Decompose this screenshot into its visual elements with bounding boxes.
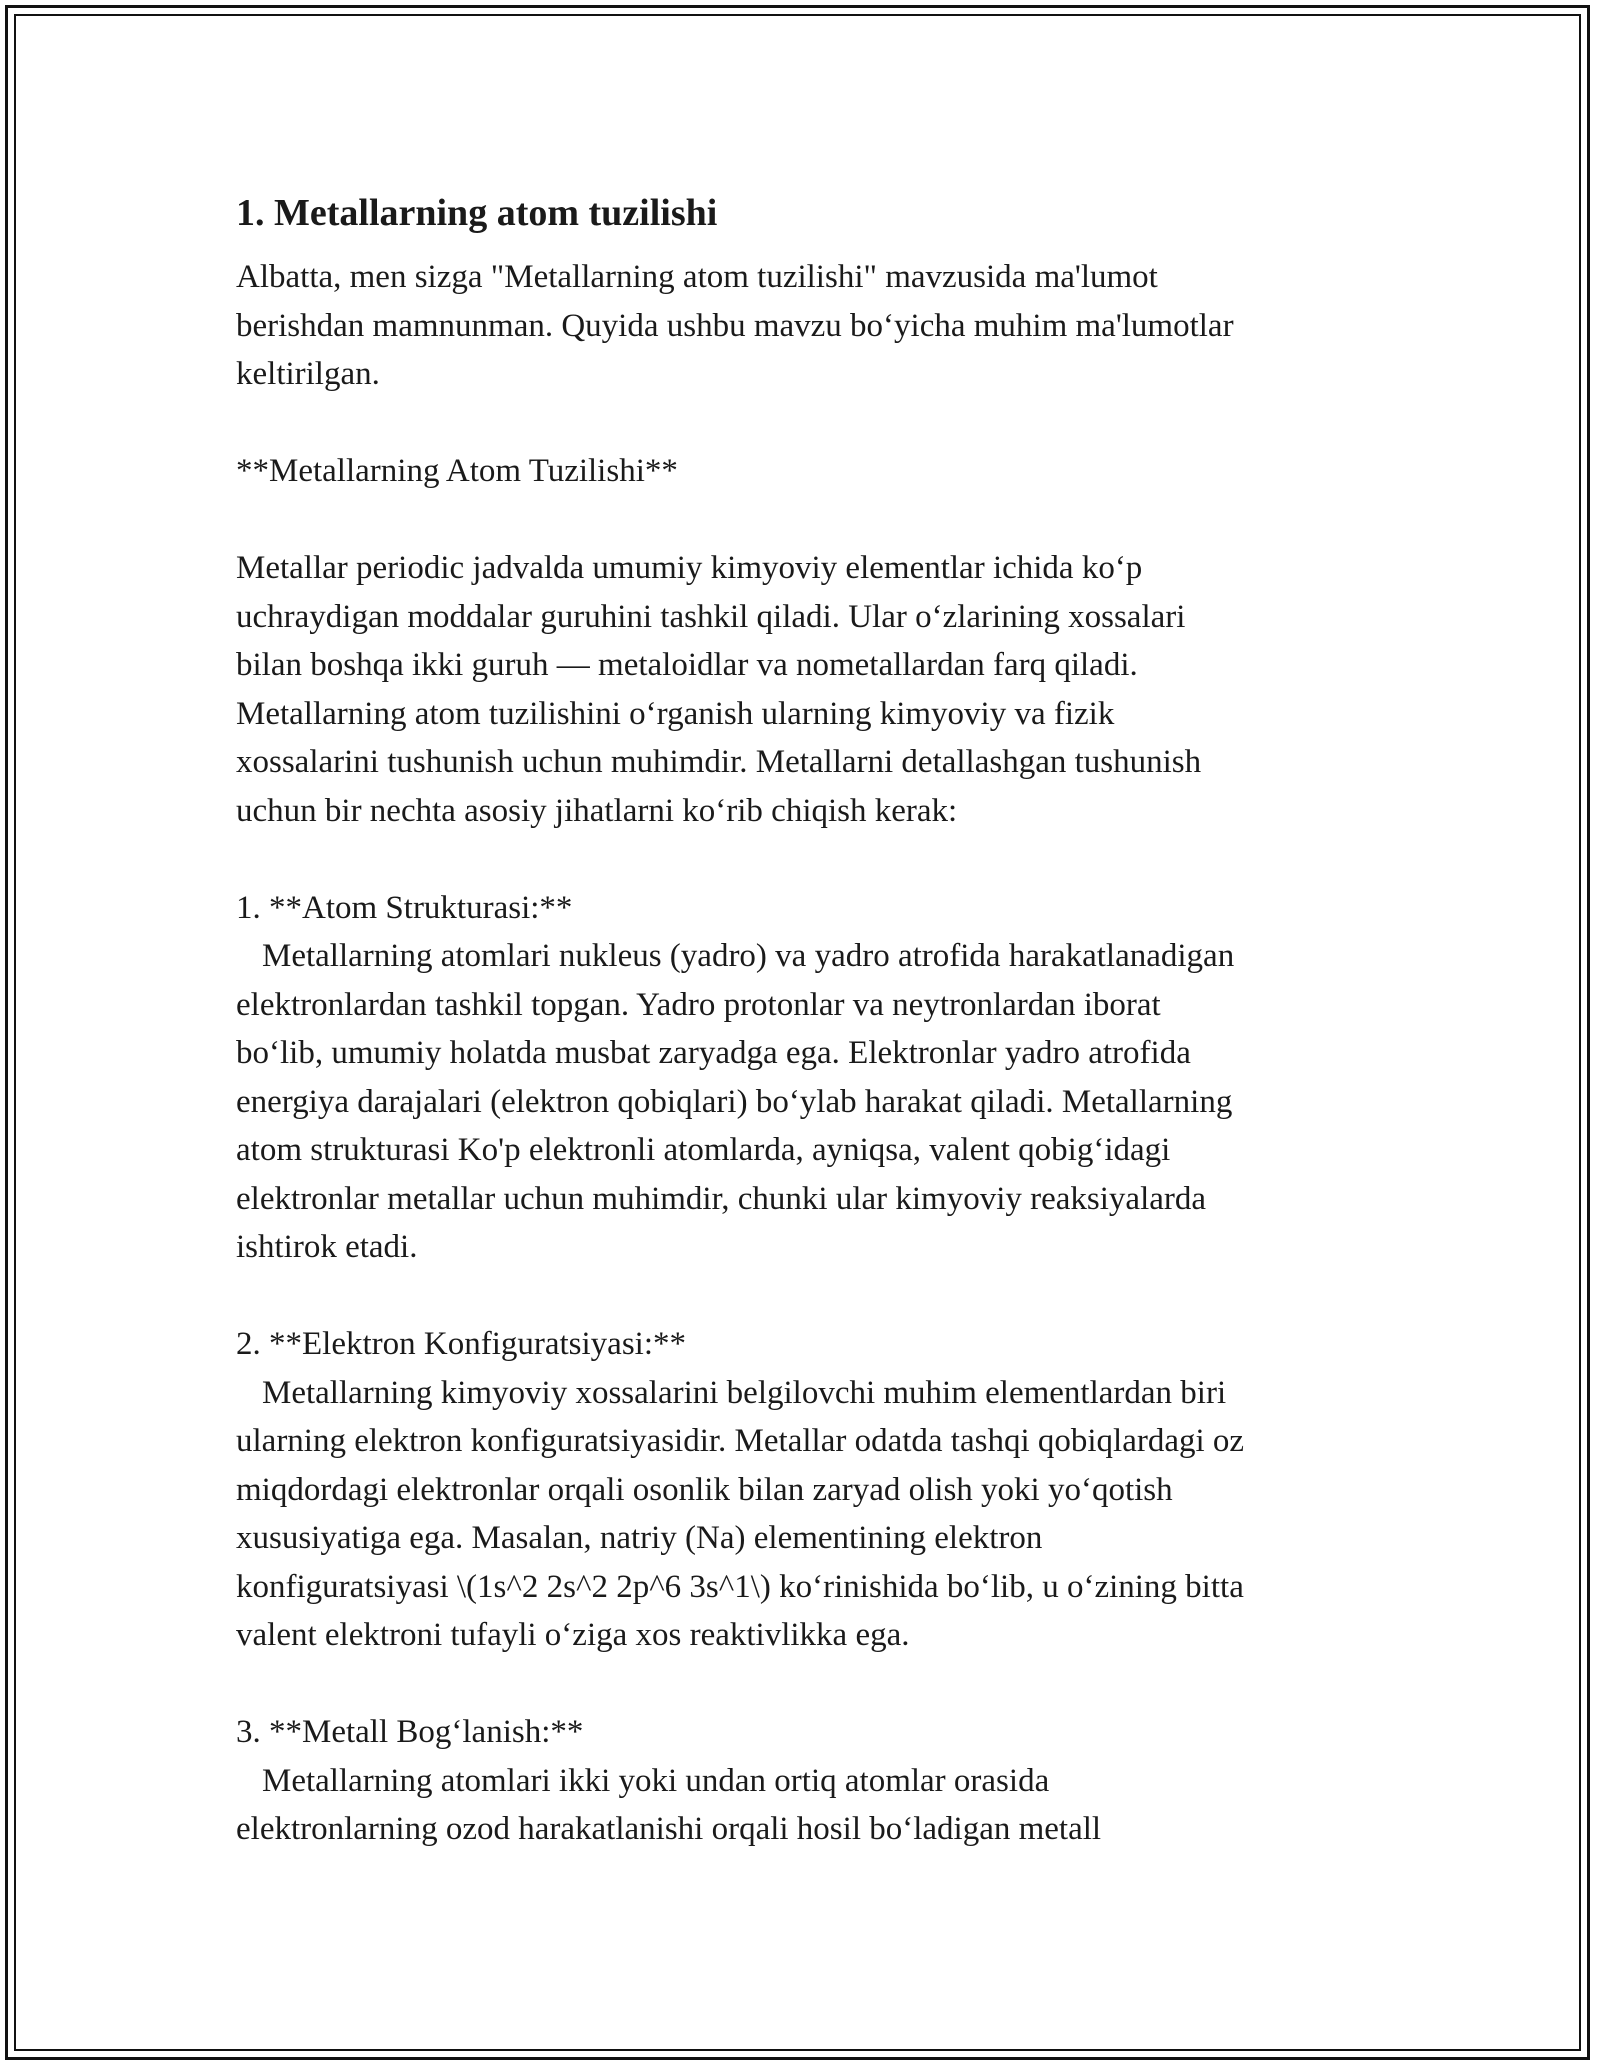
- item-body-metallic-bonding: Metallarning atomlari ikki yoki undan ortiq atomlar orasida elektronlarning ozod harakatlanishi orqali hosil bo‘ladigan metall: [236, 1762, 1102, 1847]
- item-title-atom-structure: 1. **Atom Strukturasi:**: [236, 889, 573, 926]
- document-body: [236, 187, 1376, 1902]
- item-title-electron-configuration: 2. **Elektron Konfiguratsiyasi:**: [236, 1326, 687, 1362]
- section-subtitle: **Metallarning Atom Tuzilishi**: [236, 453, 678, 489]
- overview-paragraph: Metallar periodic jadvalda umumiy kimyoviy elementlar ichida ko‘p uchraydigan moddalar guruhini tashkil qiladi. Ular o‘zlarining xossalari bilan boshqa ikki guruh — metaloidlar va nometallardan farq qiladi. Metallarning atom tuzilishini o‘rganish ularning kimyoviy va fizik xossalarini tushunish uchun muhimdir. Metallarni detallashgan tushunish uchun bir nechta asosiy jihatlarni ko‘rib chiqish kerak:: [236, 550, 1202, 829]
- intro-paragraph: Albatta, men sizga "Metallarning atom tuzilishi" mavzusida ma'lumot berishdan mamnunman. Quyida ushbu mavzu bo‘yicha muhim ma'lumotlar keltirilgan.: [236, 259, 1234, 392]
- item-body-atom-structure: Metallarning atomlari nukleus (yadro) va yadro atrofida harakatlanadigan elektronlardan tashkil topgan. Yadro protonlar va neytronlardan iborat bo‘lib, umumiy holatda musbat zaryadga ega. Elektronlar yadro atrofida energiya darajalari (elektron qobiqlari) bo‘ylab harakat qiladi. Metallarning atom strukturasi Ko'p elektronli atomlarda, ayniqsa, valent qobig‘idagi elektronlar metallar uchun muhimdir, chunki ular kimyoviy reaksiyalarda ishtirok etadi.: [236, 938, 1235, 1265]
- document-heading: 1. Metallarning atom tuzilishi: [236, 192, 718, 234]
- item-body-electron-configuration: Metallarning kimyoviy xossalarini belgilovchi muhim elementlardan biri ularning elektron konfiguratsiyasidir. Metallar odatda tashqi qobiqlardagi oz miqdordagi elektronlar orqali osonlik bilan zaryad olish yoki yo‘qotish xususiyatiga ega. Masalan, natriy (Na) elementining elektron konfiguratsiyasi \(1s^2 2s^2 2p^6 3s^1\) ko‘rinishida bo‘lib, u o‘zining bitta valent elektroni tufayli o‘ziga xos reaktivlikka ega.: [236, 1374, 1245, 1653]
- item-title-metallic-bonding: 3. **Metall Bog‘lanish:**: [236, 1714, 584, 1750]
